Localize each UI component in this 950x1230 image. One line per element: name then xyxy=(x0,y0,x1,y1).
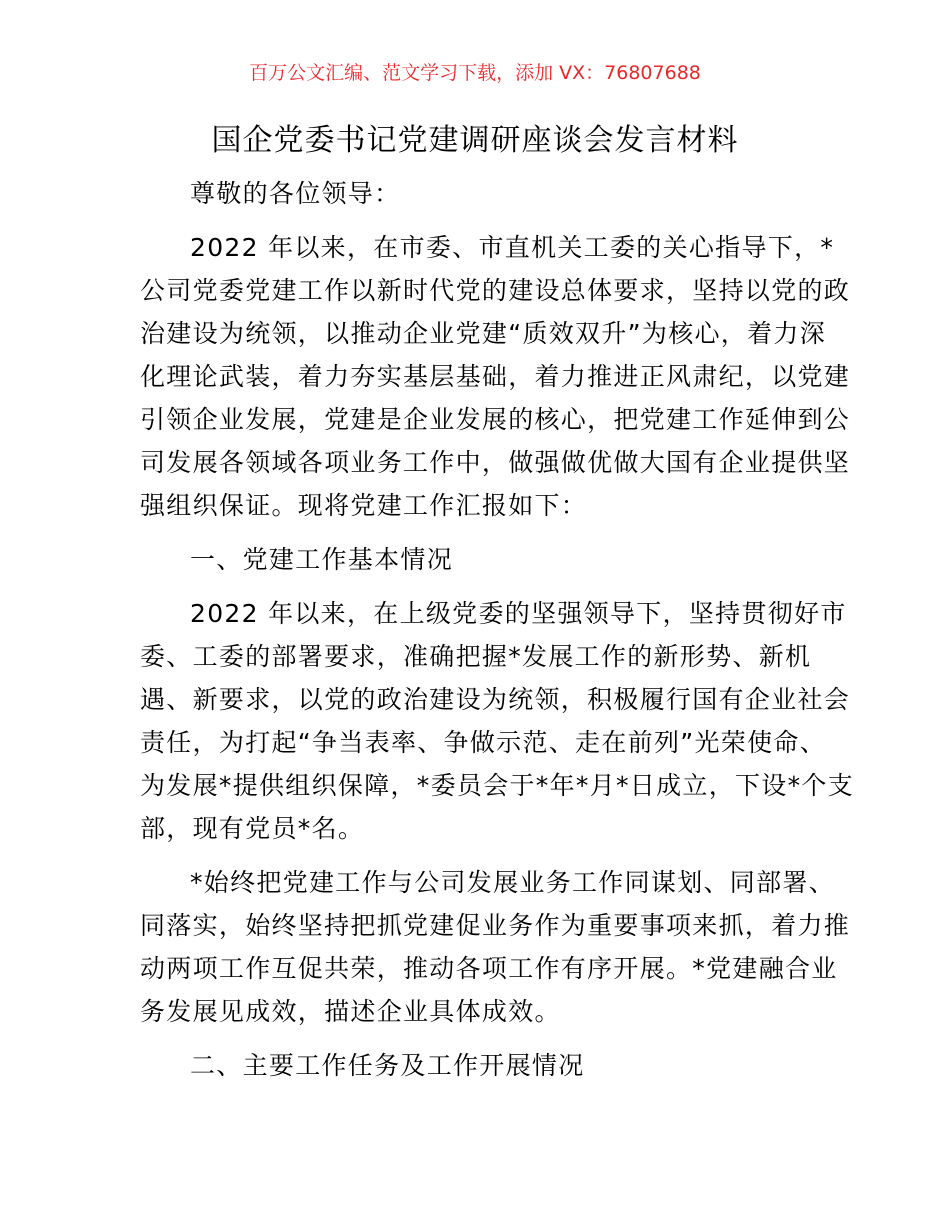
paragraph-line: 2022 年以来，在市委、市直机关工委的关心指导下，* xyxy=(190,233,835,262)
paragraph-line: 部，现有党员*名。 xyxy=(140,814,365,843)
paragraph-line: 委、工委的部署要求，准确把握*发展工作的新形势、新机 xyxy=(140,642,812,671)
paragraph-line: 责任，为打起“争当表率、争做示范、走在前列”光荣使命、 xyxy=(140,728,827,757)
paragraph-line: 动两项工作互促共荣，推动各项工作有序开展。*党建融合业 xyxy=(140,954,838,983)
document-body xyxy=(140,172,855,1098)
paragraph-line: *始终把党建工作与公司发展业务工作同谋划、同部署、 xyxy=(190,868,836,897)
paragraph-line: 同落实，始终坚持把抓党建促业务作为重要事项来抓，着力推 xyxy=(140,911,851,940)
paragraph xyxy=(140,538,812,581)
paragraph-line: 二、主要工作任务及工作开展情况 xyxy=(190,1051,585,1080)
document-title: 国企党委书记党建调研座谈会发言材料 xyxy=(211,123,739,158)
paragraph xyxy=(140,592,855,850)
paragraph-line: 为发展*提供组织保障，*委员会于*年*月*日成立，下设*个支 xyxy=(140,771,855,800)
paragraph xyxy=(140,861,851,1033)
watermark-text: 百万公文汇编、范文学习下载，添加 VX：76807688 xyxy=(249,62,701,84)
paragraph-line: 一、党建工作基本情况 xyxy=(190,545,454,574)
paragraph-line: 公司党委党建工作以新时代党的建设总体要求，坚持以党的政 xyxy=(140,276,851,305)
paragraph-line: 强组织保证。现将党建工作汇报如下： xyxy=(140,491,588,520)
paragraph-line: 2022 年以来，在上级党委的坚强领导下，坚持贯彻好市 xyxy=(190,599,847,628)
paragraph-line: 化理论武装，着力夯实基层基础，着力推进正风肃纪，以党建 xyxy=(140,362,851,391)
paragraph-line: 遇、新要求，以党的政治建设为统领，积极履行国有企业社会 xyxy=(140,685,851,714)
paragraph-line: 引领企业发展，党建是企业发展的核心，把党建工作延伸到公 xyxy=(140,405,851,434)
paragraph xyxy=(140,172,812,215)
paragraph-line: 司发展各领域各项业务工作中，做强做优做大国有企业提供坚 xyxy=(140,448,851,477)
paragraph xyxy=(140,226,851,527)
paragraph-line: 尊敬的各位领导： xyxy=(190,179,401,208)
paragraph xyxy=(140,1044,812,1087)
paragraph-line: 务发展见成效，描述企业具体成效。 xyxy=(140,997,561,1026)
paragraph-line: 治建设为统领，以推动企业党建“质效双升”为核心，着力深 xyxy=(140,319,827,348)
